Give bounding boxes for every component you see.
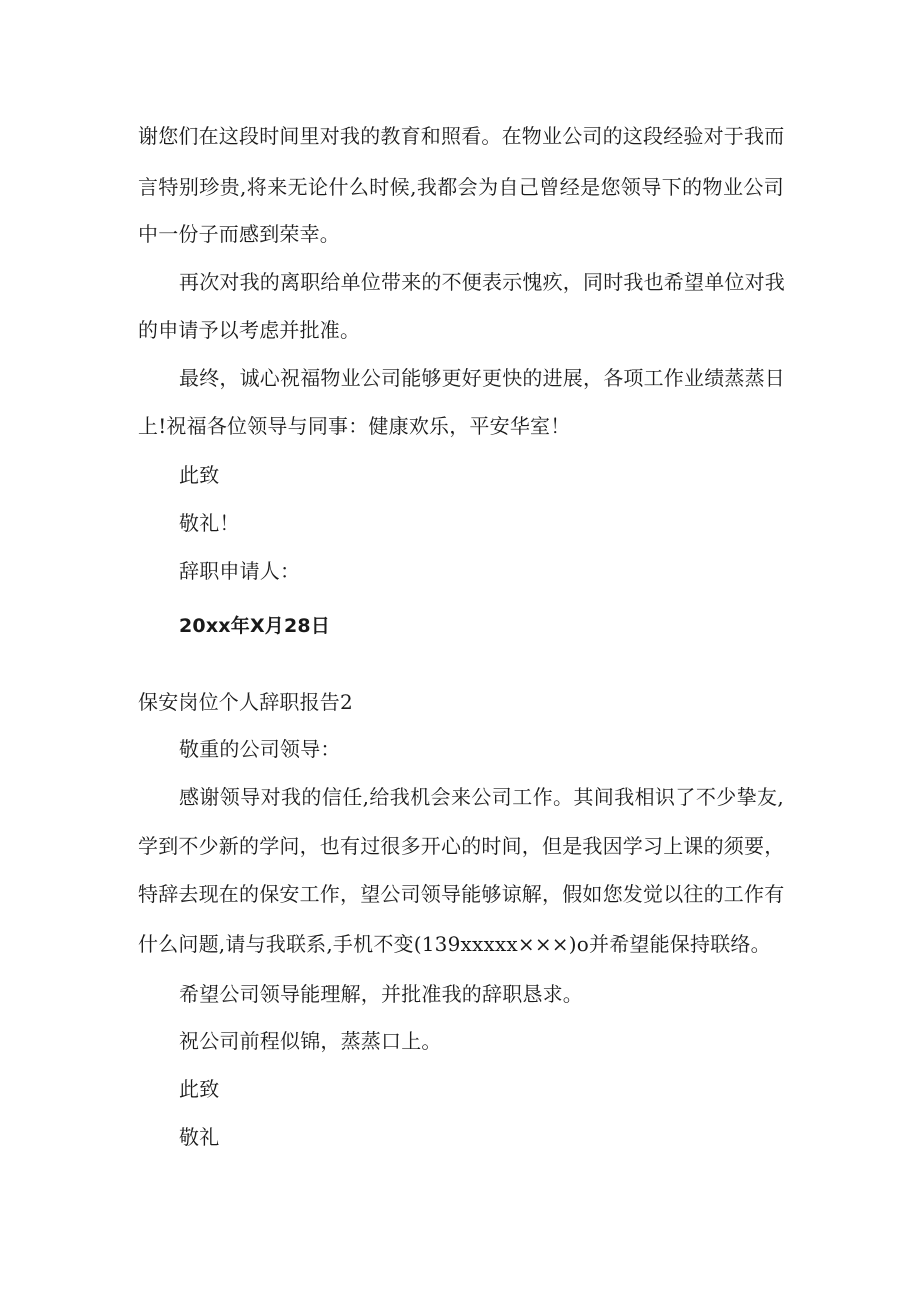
closing-line: 此致 xyxy=(179,1077,220,1101)
paragraph-line: 上!祝福各位领导与同事：健康欢乐，平安华室！ xyxy=(138,414,571,438)
paragraph-line: 的申请予以考虑并批准。 xyxy=(138,318,361,342)
paragraph-line: 祝公司前程似锦，蒸蒸口上。 xyxy=(179,1029,442,1053)
closing-line: 敬礼！ xyxy=(179,511,240,535)
paragraph-line: 特辞去现在的保安工作，望公司领导能够谅解，假如您发觉以往的工作有 xyxy=(138,882,785,906)
section-title: 保安岗位个人辞职报告2 xyxy=(138,690,353,714)
paragraph-line: 中一份子而感到荣幸。 xyxy=(138,222,340,246)
paragraph-line: 感谢领导对我的信任,给我机会来公司工作。其间我相识了不少挚友, xyxy=(179,785,784,809)
salutation: 敬重的公司领导： xyxy=(179,737,341,761)
paragraph-line: 学到不少新的学问，也有过很多开心的时间，但是我因学习上课的须要， xyxy=(138,834,785,858)
paragraph-line: 再次对我的离职给单位带来的不便表示愧疚，同时我也希望单位对我 xyxy=(179,270,785,294)
paragraph-line: 言特别珍贵,将来无论什么时候,我都会为自己曾经是您领导下的物业公司 xyxy=(138,175,784,199)
paragraph-line: 谢您们在这段时间里对我的教育和照看。在物业公司的这段经验对于我而 xyxy=(138,124,785,148)
date-line: 20xx年X月28日 xyxy=(179,615,331,637)
closing-line: 敬礼 xyxy=(179,1125,220,1149)
paragraph-line: 希望公司领导能理解，并批准我的辞职恳求。 xyxy=(179,982,583,1006)
paragraph-line: 什么问题,请与我联系,手机不变(139xxxxx×××)o并希望能保持联络。 xyxy=(138,932,771,956)
closing-line: 此致 xyxy=(179,463,220,487)
signature-label: 辞职申请人： xyxy=(179,559,301,583)
paragraph-line: 最终，诚心祝福物业公司能够更好更快的进展，各项工作业绩蒸蒸日 xyxy=(179,366,785,390)
